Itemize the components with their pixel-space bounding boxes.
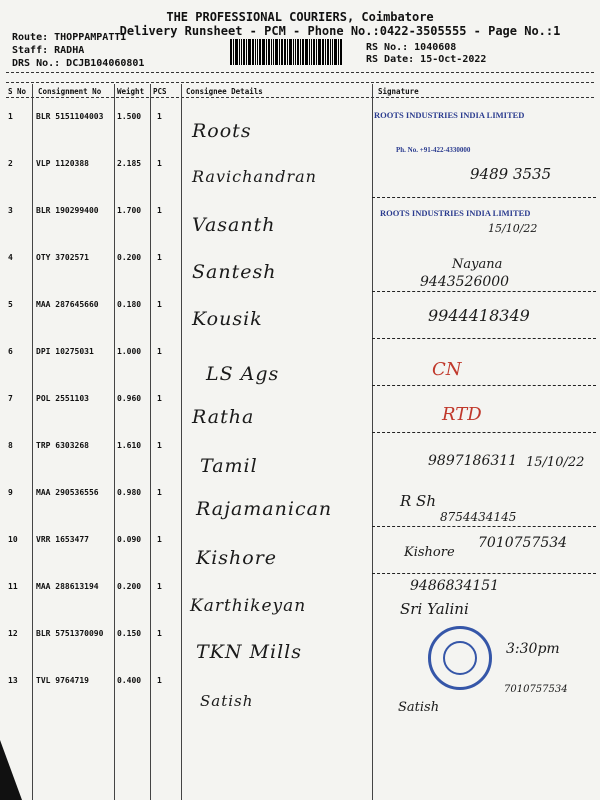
row-sno: 7 [8, 394, 13, 403]
consignee-name: Ratha [192, 406, 255, 428]
row-consignment: VLP 1120388 [36, 159, 89, 168]
row-sno: 8 [8, 441, 13, 450]
consignee-name: Kousik [192, 308, 263, 330]
row-pcs: 1 [157, 159, 162, 168]
row-weight: 1.610 [117, 441, 142, 450]
row-consignment: BLR 5751370090 [36, 629, 104, 638]
row-sno: 6 [8, 347, 13, 356]
row-consignment: TRP 6303268 [36, 441, 89, 450]
table-row [0, 623, 600, 669]
row-weight: 1.000 [117, 347, 142, 356]
barcode-bar [305, 39, 308, 65]
row-weight: 0.400 [117, 676, 142, 685]
barcode-bar [332, 39, 333, 65]
row-consignment: MAA 287645660 [36, 300, 99, 309]
barcode-bar [273, 39, 274, 65]
barcode-bar [322, 39, 324, 65]
consignee-name: TKN Mills [196, 641, 302, 663]
barcode-bar [259, 39, 261, 65]
signature-phone: 7010757534 [504, 684, 568, 695]
column-header-weight: Weight [117, 87, 145, 96]
row-separator [372, 338, 596, 339]
consignee-name: Vasanth [192, 214, 276, 236]
header-divider [6, 82, 594, 83]
row-pcs: 1 [157, 394, 162, 403]
row-consignment: OTY 3702571 [36, 253, 89, 262]
signature-text: Satish [398, 700, 440, 715]
row-sno: 2 [8, 159, 13, 168]
row-pcs: 1 [157, 347, 162, 356]
consignee-name: Roots [192, 120, 252, 142]
barcode-bar [243, 39, 245, 65]
barcode-bar [311, 39, 312, 65]
header-divider [6, 72, 594, 73]
signature-phone: 7010757534 [478, 535, 568, 551]
barcode-bar [279, 39, 280, 65]
signature-phone: 8754434145 [440, 510, 517, 524]
table-row [0, 200, 600, 246]
row-pcs: 1 [157, 488, 162, 497]
row-sno: 3 [8, 206, 13, 215]
barcode-bar [309, 39, 310, 65]
signature-phone: 9944418349 [428, 306, 530, 325]
row-consignment: POL 2551103 [36, 394, 89, 403]
barcode-bar [325, 39, 326, 65]
row-weight: 0.980 [117, 488, 142, 497]
row-weight: 1.500 [117, 112, 142, 121]
barcode-bar [313, 39, 315, 65]
signature-text: Kishore [404, 545, 455, 560]
row-weight: 0.200 [117, 253, 142, 262]
row-sno: 9 [8, 488, 13, 497]
row-sno: 13 [8, 676, 18, 685]
row-weight: 2.185 [117, 159, 142, 168]
barcode-bar [262, 39, 265, 65]
row-pcs: 1 [157, 300, 162, 309]
row-sno: 10 [8, 535, 18, 544]
row-pcs: 1 [157, 629, 162, 638]
barcode-bar [241, 39, 242, 65]
row-consignment: BLR 5151104003 [36, 112, 104, 121]
table-row [0, 435, 600, 481]
row-consignment: MAA 288613194 [36, 582, 99, 591]
row-pcs: 1 [157, 253, 162, 262]
consignee-name: LS Ags [206, 363, 280, 385]
row-weight: 0.150 [117, 629, 142, 638]
table-row [0, 341, 600, 387]
row-consignment: MAA 290536556 [36, 488, 99, 497]
barcode-bar [289, 39, 292, 65]
signature-time: 3:30pm [506, 641, 560, 657]
barcode-bar [281, 39, 283, 65]
row-weight: 0.180 [117, 300, 142, 309]
barcode-bar [330, 39, 331, 65]
row-sno: 12 [8, 629, 18, 638]
staff-label: Staff: RADHA [12, 45, 85, 56]
barcode-bar [295, 39, 296, 65]
stamp-phone: Ph. No. +91-422-4330000 [396, 146, 471, 154]
table-row [0, 153, 600, 199]
column-header-consignment: Consignment No [38, 87, 102, 96]
company-title: THE PROFESSIONAL COURIERS, Coimbatore [166, 10, 434, 24]
row-separator [372, 385, 596, 386]
signature-phone: 9486834151 [410, 578, 500, 594]
row-consignment: VRR 1653477 [36, 535, 89, 544]
rs-number: RS No.: 1040608 [366, 42, 457, 53]
company-stamp: ROOTS INDUSTRIES INDIA LIMITED [380, 208, 531, 218]
row-sno: 4 [8, 253, 13, 262]
row-consignment: DPI 10275031 [36, 347, 94, 356]
column-header-pcs: PCS [153, 87, 167, 96]
company-stamp: ROOTS INDUSTRIES INDIA LIMITED [374, 110, 525, 120]
row-pcs: 1 [157, 582, 162, 591]
column-header-signature: Signature [378, 87, 419, 96]
row-sno: 1 [8, 112, 13, 121]
consignee-name: Karthikeyan [190, 596, 307, 616]
barcode-bar [233, 39, 234, 65]
table-row [0, 294, 600, 340]
signature-text: Sri Yalini [400, 600, 469, 618]
barcode-bar [230, 39, 232, 65]
barcode-bar [275, 39, 278, 65]
header-divider [6, 97, 594, 98]
route-label: Route: THOPPAMPATTI [12, 32, 127, 43]
barcode-bar [293, 39, 294, 65]
barcode-bar [318, 39, 321, 65]
row-pcs: 1 [157, 441, 162, 450]
barcode-bar [257, 39, 258, 65]
consignee-name: Tamil [200, 455, 258, 477]
signature-text: 9489 3535 [470, 165, 552, 183]
seal-inner-ring [443, 641, 477, 675]
barcode-bar [300, 39, 301, 65]
table-row [0, 106, 600, 152]
row-separator [372, 197, 596, 198]
barcode-bar [340, 39, 342, 65]
barcode-bar [302, 39, 304, 65]
consignee-name: Ravichandran [192, 167, 317, 186]
row-weight: 1.700 [117, 206, 142, 215]
table-row [0, 247, 600, 293]
barcode-bar [316, 39, 317, 65]
column-header-consignee: Consignee Details [186, 87, 263, 96]
row-weight: 0.200 [117, 582, 142, 591]
barcode-bar [271, 39, 272, 65]
barcode-bar [248, 39, 251, 65]
table-row [0, 388, 600, 434]
signature-text: Nayana [452, 257, 503, 272]
signature-phone: 9443526000 [420, 274, 510, 290]
row-weight: 0.960 [117, 394, 142, 403]
barcode [230, 39, 358, 65]
barcode-bar [255, 39, 256, 65]
row-separator [372, 291, 596, 292]
barcode-bar [297, 39, 299, 65]
column-header-sno: S No [8, 87, 27, 96]
barcode-bar [239, 39, 240, 65]
row-weight: 0.090 [117, 535, 142, 544]
rs-date: RS Date: 15-Oct-2022 [366, 54, 487, 65]
barcode-bar [268, 39, 270, 65]
barcode-bar [287, 39, 288, 65]
row-separator [372, 432, 596, 433]
signature-date: 15/10/22 [526, 455, 585, 470]
row-sno: 5 [8, 300, 13, 309]
table-row [0, 670, 600, 716]
barcode-bar [327, 39, 329, 65]
row-pcs: 1 [157, 535, 162, 544]
signature-date: 15/10/22 [488, 222, 538, 235]
row-separator [372, 573, 596, 574]
row-sno: 11 [8, 582, 18, 591]
consignee-name: Kishore [196, 547, 278, 569]
signature-text: R Sh [400, 492, 436, 510]
barcode-bar [334, 39, 337, 65]
row-consignment: TVL 9764719 [36, 676, 89, 685]
drs-number: DRS No.: DCJB104060801 [12, 58, 145, 69]
barcode-bar [266, 39, 267, 65]
consignee-name: Satish [200, 692, 254, 710]
table-row [0, 482, 600, 528]
table-row [0, 529, 600, 575]
company-seal [428, 626, 492, 690]
barcode-bar [235, 39, 238, 65]
row-pcs: 1 [157, 112, 162, 121]
row-pcs: 1 [157, 206, 162, 215]
barcode-bar [338, 39, 339, 65]
signature-text: RTD [442, 404, 482, 425]
signature-text: CN [432, 359, 462, 380]
signature-phone: 9897186311 [428, 453, 518, 469]
page-corner-shadow [0, 740, 22, 800]
row-pcs: 1 [157, 676, 162, 685]
barcode-bar [252, 39, 254, 65]
consignee-name: Santesh [192, 261, 277, 283]
barcode-bar [246, 39, 247, 65]
consignee-name: Rajamanican [196, 498, 333, 520]
table-row [0, 576, 600, 622]
barcode-bar [284, 39, 286, 65]
runsheet-title: Delivery Runsheet - PCM - Phone No.:0422-3505555 - Page No.:1 [119, 24, 561, 38]
row-separator [372, 526, 596, 527]
row-consignment: BLR 190299400 [36, 206, 99, 215]
